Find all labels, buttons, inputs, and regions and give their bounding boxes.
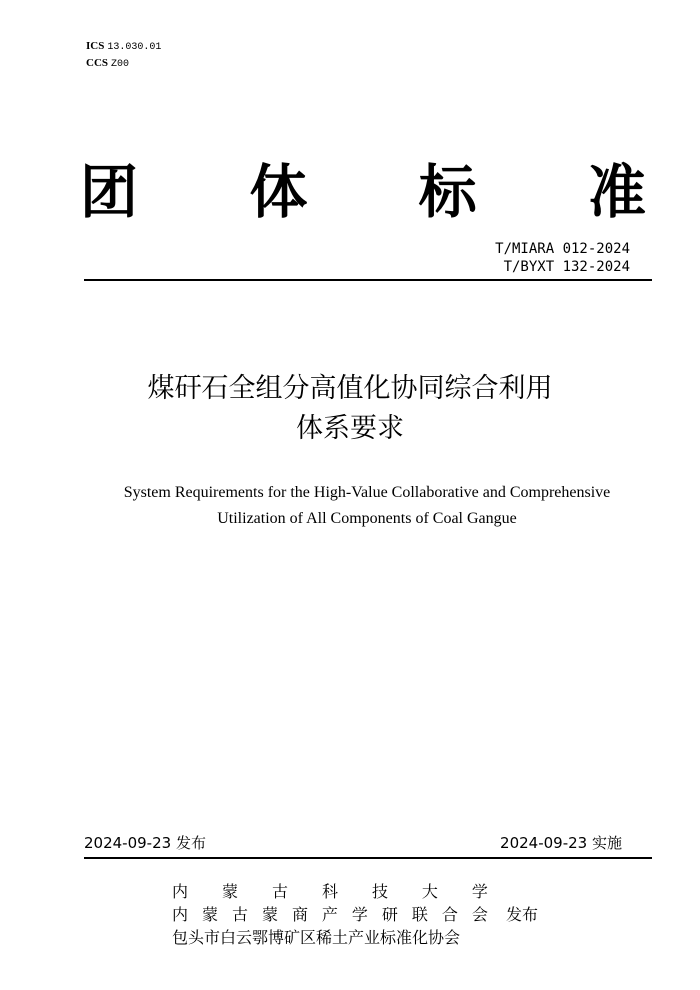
ccs-line [86, 56, 129, 72]
issuer-char: 学 [471, 882, 488, 901]
ics-value: 13.030.01 [107, 42, 162, 53]
issuer-char: 学 [351, 905, 368, 924]
title-en-line2: Utilization of All Components of Coal Gangue [217, 510, 517, 527]
issuer-char: 蒙 [221, 882, 238, 901]
issuer-char: 联 [411, 905, 428, 924]
issuer-char: 蒙 [201, 905, 218, 924]
header-divider [84, 279, 652, 281]
issuer-publish-label: 发布 [506, 905, 539, 924]
issuer-char: 研 [381, 905, 398, 924]
ics-line [86, 39, 161, 55]
standard-type-char: 标 [418, 158, 477, 226]
issuer-char: 内 [172, 905, 189, 924]
ics-label: ICS [86, 40, 105, 52]
issuer-char: 技 [371, 882, 388, 901]
title-en-line1: System Requirements for the High-Value Collaborative and Comprehensive [123, 484, 611, 501]
standard-type-char: 体 [249, 158, 308, 226]
issuer-char: 古 [271, 882, 288, 901]
issuer-char: 科 [321, 882, 338, 901]
issuer-char: 产 [321, 905, 338, 924]
standard-type-heading [80, 152, 646, 232]
implement-date: 2024-09-23 实施 [500, 834, 622, 852]
footer-divider [84, 857, 652, 859]
issuer-char: 古 [231, 905, 248, 924]
standard-type-char: 团 [80, 158, 139, 226]
publish-date: 2024-09-23 发布 [84, 834, 206, 852]
issuer-char: 合 [441, 905, 458, 924]
standard-type-char: 准 [587, 158, 646, 226]
issuer-line-2 [172, 905, 488, 925]
issuer-line-1 [172, 882, 488, 902]
issuer-char: 大 [421, 882, 438, 901]
title-cn-line1: 煤矸石全组分高值化协同综合利用 [147, 373, 553, 404]
ccs-label: CCS [86, 57, 109, 69]
ccs-value: Z00 [111, 59, 130, 70]
issuer-char: 会 [471, 905, 488, 924]
issuer-char: 商 [291, 905, 308, 924]
standard-code: T/BYXT 132-2024 [503, 259, 630, 275]
standard-codes [495, 240, 630, 276]
issuer-char: 内 [172, 882, 189, 901]
issuer-char: 蒙 [261, 905, 278, 924]
standard-code: T/MIARA 012-2024 [495, 241, 630, 257]
title-cn-line2: 体系要求 [296, 413, 404, 444]
issuer-line-3: 包头市白云鄂博矿区稀土产业标准化协会 [172, 928, 461, 947]
